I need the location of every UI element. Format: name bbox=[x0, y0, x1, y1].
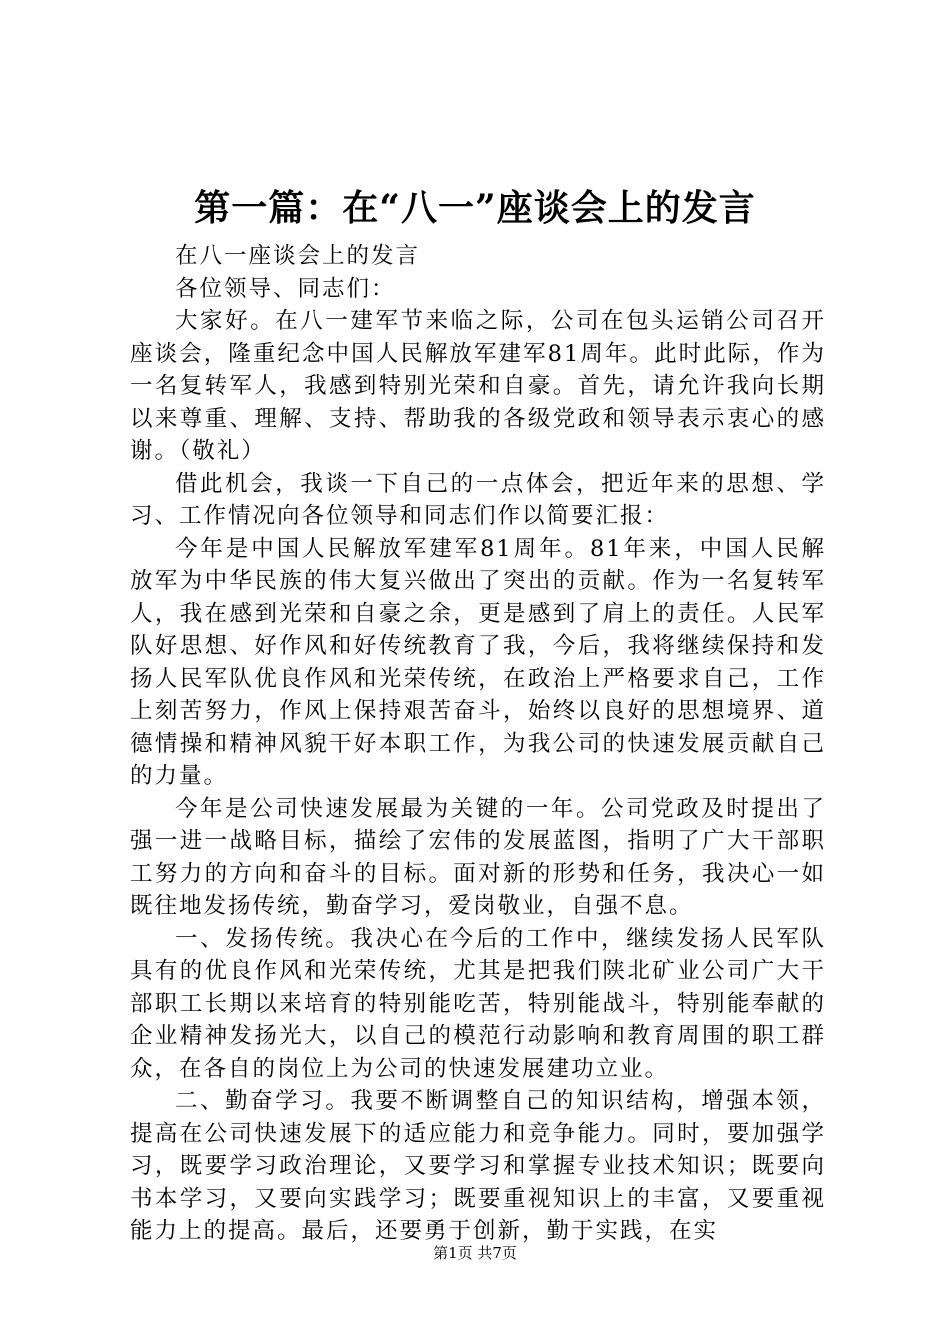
paragraph: 二、勤奋学习。我要不断调整自己的知识结构，增强本领，提高在公司快速发展下的适应能力和竞争能力。同时，要加强学习，既要学习政治理论，又要学习和掌握专业技术知识；既要向书本学习，又要向实践学习；既要重视知识上的丰富，又要重视能力上的提高。最后，还要勇于创新，勤于实践，在实 bbox=[130, 1088, 826, 1244]
paragraph: 借此机会，我谈一下自己的一点体会，把近年来的思想、学习、工作情况向各位领导和同志们作以简要汇报： bbox=[130, 470, 826, 529]
paragraph: 一、发扬传统。我决心在今后的工作中，继续发扬人民军队具有的优良作风和光荣传统，尤其是把我们陕北矿业公司广大干部职工长期以来培育的特别能吃苦，特别能战斗，特别能奉献的企业精神发扬光大，以自己的模范行动影响和教育周围的职工群众，在各自的岗位上为公司的快速发展建功立业。 bbox=[130, 925, 826, 1082]
document-title: 第一篇：在“八一”座谈会上的发言 bbox=[194, 187, 756, 229]
paragraph: 各位领导、同志们： bbox=[175, 275, 396, 302]
page-footer: 第1页 共7页 bbox=[433, 1244, 517, 1262]
paragraph: 在八一座谈会上的发言 bbox=[175, 243, 421, 269]
document-body bbox=[130, 240, 826, 1248]
paragraph: 今年是公司快速发展最为关键的一年。公司党政及时提出了强一进一战略目标，描绘了宏伟的发展蓝图，指明了广大干部职工努力的方向和奋斗的目标。面对新的形势和任务，我决心一如既往地发扬传统，勤奋学习，爱岗敬业，自强不息。 bbox=[130, 795, 826, 919]
paragraph: 大家好。在八一建军节来临之际，公司在包头运销公司召开座谈会，隆重纪念中国人民解放军建军81周年。此时此际，作为一名复转军人，我感到特别光荣和自豪。首先，请允许我向长期以来尊重、理解、支持、帮助我的各级党政和领导表示衷心的感谢。（敬礼） bbox=[130, 308, 826, 464]
paragraph: 今年是中国人民解放军建军81周年。81年来，中国人民解放军为中华民族的伟大复兴做出了突出的贡献。作为一名复转军人，我在感到光荣和自豪之余，更是感到了肩上的责任。人民军队好思想、好作风和好传统教育了我，今后，我将继续保持和发扬人民军队优良作风和光荣传统，在政治上严格要求自己，工作上刻苦努力，作风上保持艰苦奋斗，始终以良好的思想境界、道德情操和精神风貌干好本职工作，为我公司的快速发展贡献自己的力量。 bbox=[130, 535, 826, 789]
